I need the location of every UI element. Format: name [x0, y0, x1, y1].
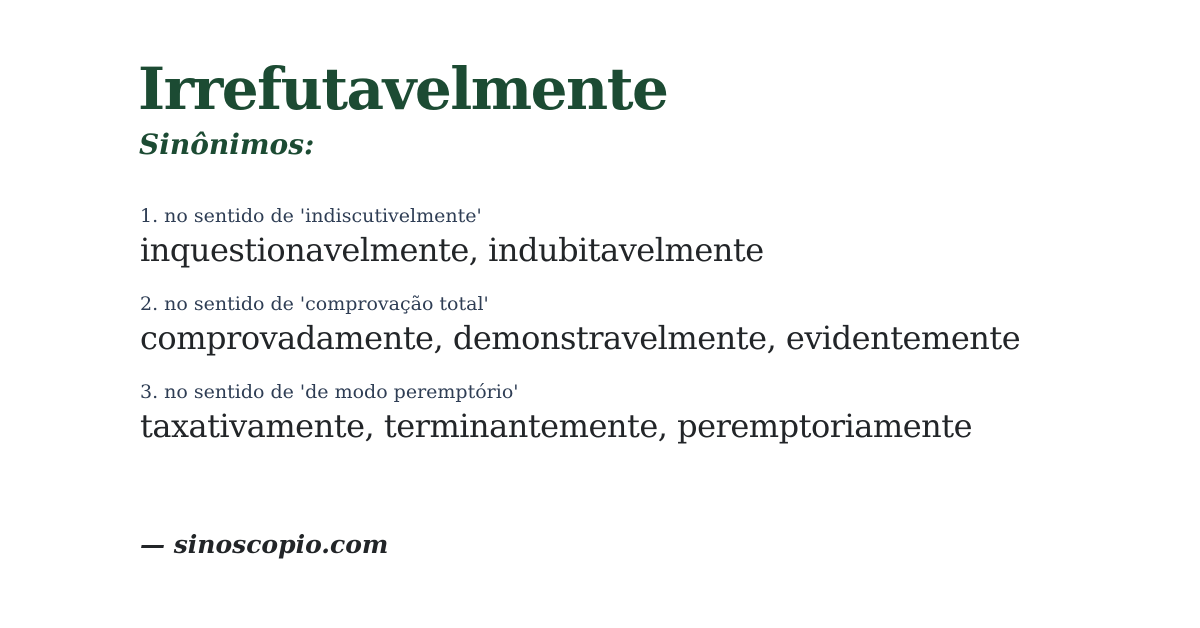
word-title: Irrefutavelmente: [138, 55, 668, 123]
sense-2-label: 2. no sentido de 'comprovação total': [140, 293, 489, 315]
sense-1-synonyms: inquestionavelmente, indubitavelmente: [140, 230, 764, 269]
sense-1-label: 1. no sentido de 'indiscutivelmente': [140, 205, 482, 227]
sense-block-3: [140, 380, 972, 446]
source-attribution: — sinoscopio.com: [140, 530, 389, 559]
sense-block-2: [140, 292, 1020, 358]
sense-3-synonyms: taxativamente, terminantemente, peremptoriamente: [140, 406, 973, 445]
sense-2-synonyms: comprovadamente, demonstravelmente, evidentemente: [140, 318, 1021, 357]
sense-block-1: [140, 204, 764, 270]
sense-3-label: 3. no sentido de 'de modo peremptório': [140, 381, 519, 403]
synonyms-heading: Sinônimos:: [139, 128, 315, 161]
